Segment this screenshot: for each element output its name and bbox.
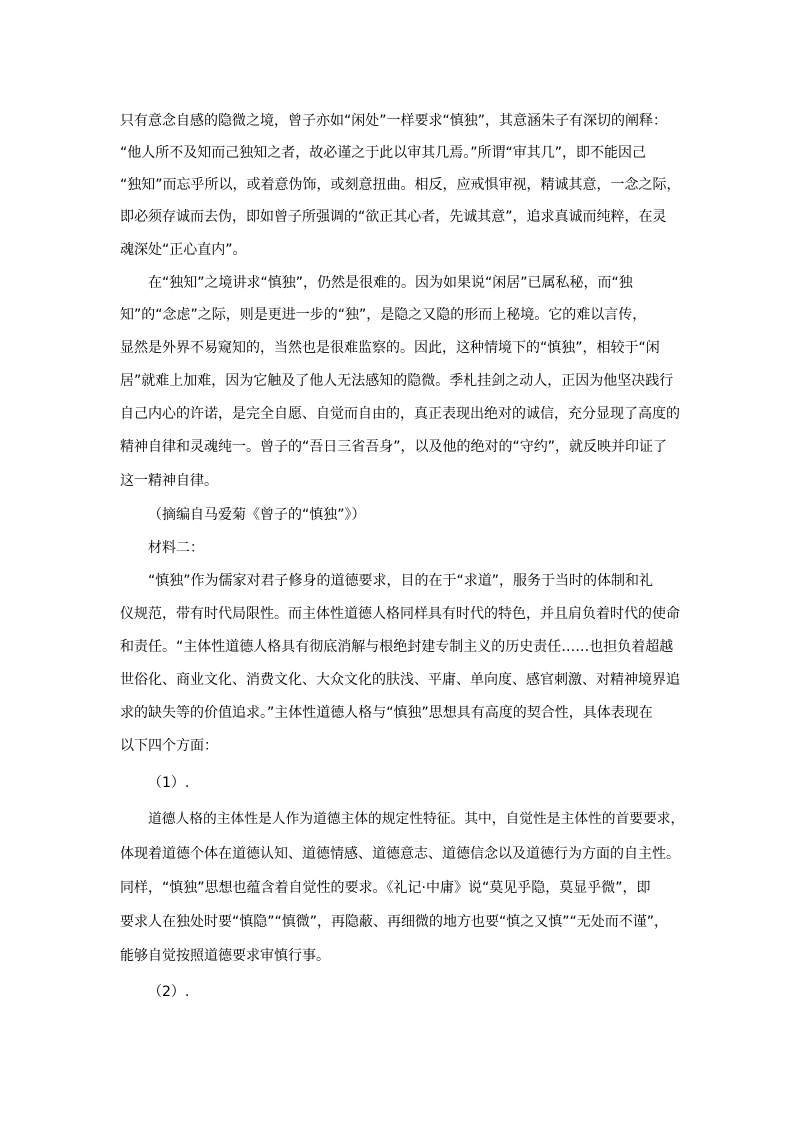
paragraph-line: 同样，“慎独”思想也蕴含着自觉性的要求。《礼记·中庸》说“莫见乎隐，莫显乎微”，即 bbox=[120, 880, 651, 896]
paragraph-line: 能够自觉按照道德要求审慎行事。 bbox=[120, 948, 330, 964]
item-number: （2）. bbox=[148, 984, 190, 1000]
paragraph-line: 在“独知”之境讲求“慎独”，仍然是很难的。因为如果说“闲居”已属私秘，而“独 bbox=[148, 275, 633, 291]
source-citation: （摘编自马爱菊《曾子的“慎独”》） bbox=[148, 507, 366, 523]
paragraph-line: 求的缺失等的价值追求。”主体性道德人格与“慎独”思想具有高度的契合性，具体表现在 bbox=[120, 705, 653, 721]
paragraph-line: 魂深处“正心直内”。 bbox=[120, 242, 247, 258]
paragraph-line: 即必须存诚而去伪，即如曾子所强调的“欲正其心者，先诚其意”，追求真诚而纯粹，在灵 bbox=[120, 209, 667, 225]
paragraph-line: 和责任。“主体性道德人格具有彻底消解与根绝封建专制主义的历史责任……也担负着超越 bbox=[120, 639, 674, 655]
paragraph-line: 仪规范，带有时代局限性。而主体性道德人格同样具有时代的特色，并且肩负着时代的使命 bbox=[120, 606, 680, 622]
paragraph-line: “他人所不及知而己独知之者，故必谨之于此以审其几焉。”所谓“审其几”，即不能因己 bbox=[120, 145, 647, 161]
paragraph-line: 以下四个方面： bbox=[120, 738, 218, 754]
paragraph-line: 知”的“念虑”之际，则是更进一步的“独”，是隐之又隐的形而上秘境。它的难以言传， bbox=[120, 307, 647, 323]
paragraph-line: 居”就难上加难，因为它触及了他人无法感知的隐微。季札挂剑之动人，正因为他坚决践行 bbox=[120, 373, 674, 389]
paragraph-line: 体现着道德个体在道德认知、道德情感、道德意志、道德信念以及道德行为方面的自主性。 bbox=[120, 846, 680, 862]
paragraph-line: 世俗化、商业文化、消费文化、大众文化的肤浅、平庸、单向度、感官刺激、对精神境界追 bbox=[120, 672, 680, 688]
section-heading: 材料二： bbox=[148, 540, 204, 556]
paragraph-line: “慎独”作为儒家对君子修身的道德要求，目的在于“求道”，服务于当时的体制和礼 bbox=[148, 573, 654, 589]
paragraph-line: 这一精神自律。 bbox=[120, 473, 218, 489]
paragraph-line: 显然是外界不易窥知的，当然也是很难监察的。因此，这种情境下的“慎独”，相较于“闲 bbox=[120, 340, 660, 356]
paragraph-line: 道德人格的主体性是人作为道德主体的规定性特征。其中，自觉性是主体性的首要要求， bbox=[148, 811, 685, 827]
paragraph-line: 精神自律和灵魂纯一。曾子的“吾日三省吾身”，以及他的绝对的“守约”，就反映并印证了 bbox=[120, 439, 668, 455]
item-number: （1）. bbox=[148, 775, 190, 791]
paragraph-line: 要求人在独处时要“慎隐”“慎微”，再隐蔽、再细微的地方也要“慎之又慎”“无处而不谨”， bbox=[120, 914, 669, 930]
paragraph-line: “独知”而忘乎所以，或着意伪饰，或刻意扭曲。相反，应戒惧审视，精诚其意，一念之际， bbox=[120, 177, 681, 193]
paragraph-line: 自己内心的许诺，是完全自愿、自觉而自由的，真正表现出绝对的诚信，充分显现了高度的 bbox=[120, 406, 680, 422]
paragraph-line: 只有意念自感的隐微之境，曾子亦如“闲处”一样要求“慎独”，其意涵朱子有深切的阐释： bbox=[120, 113, 668, 129]
